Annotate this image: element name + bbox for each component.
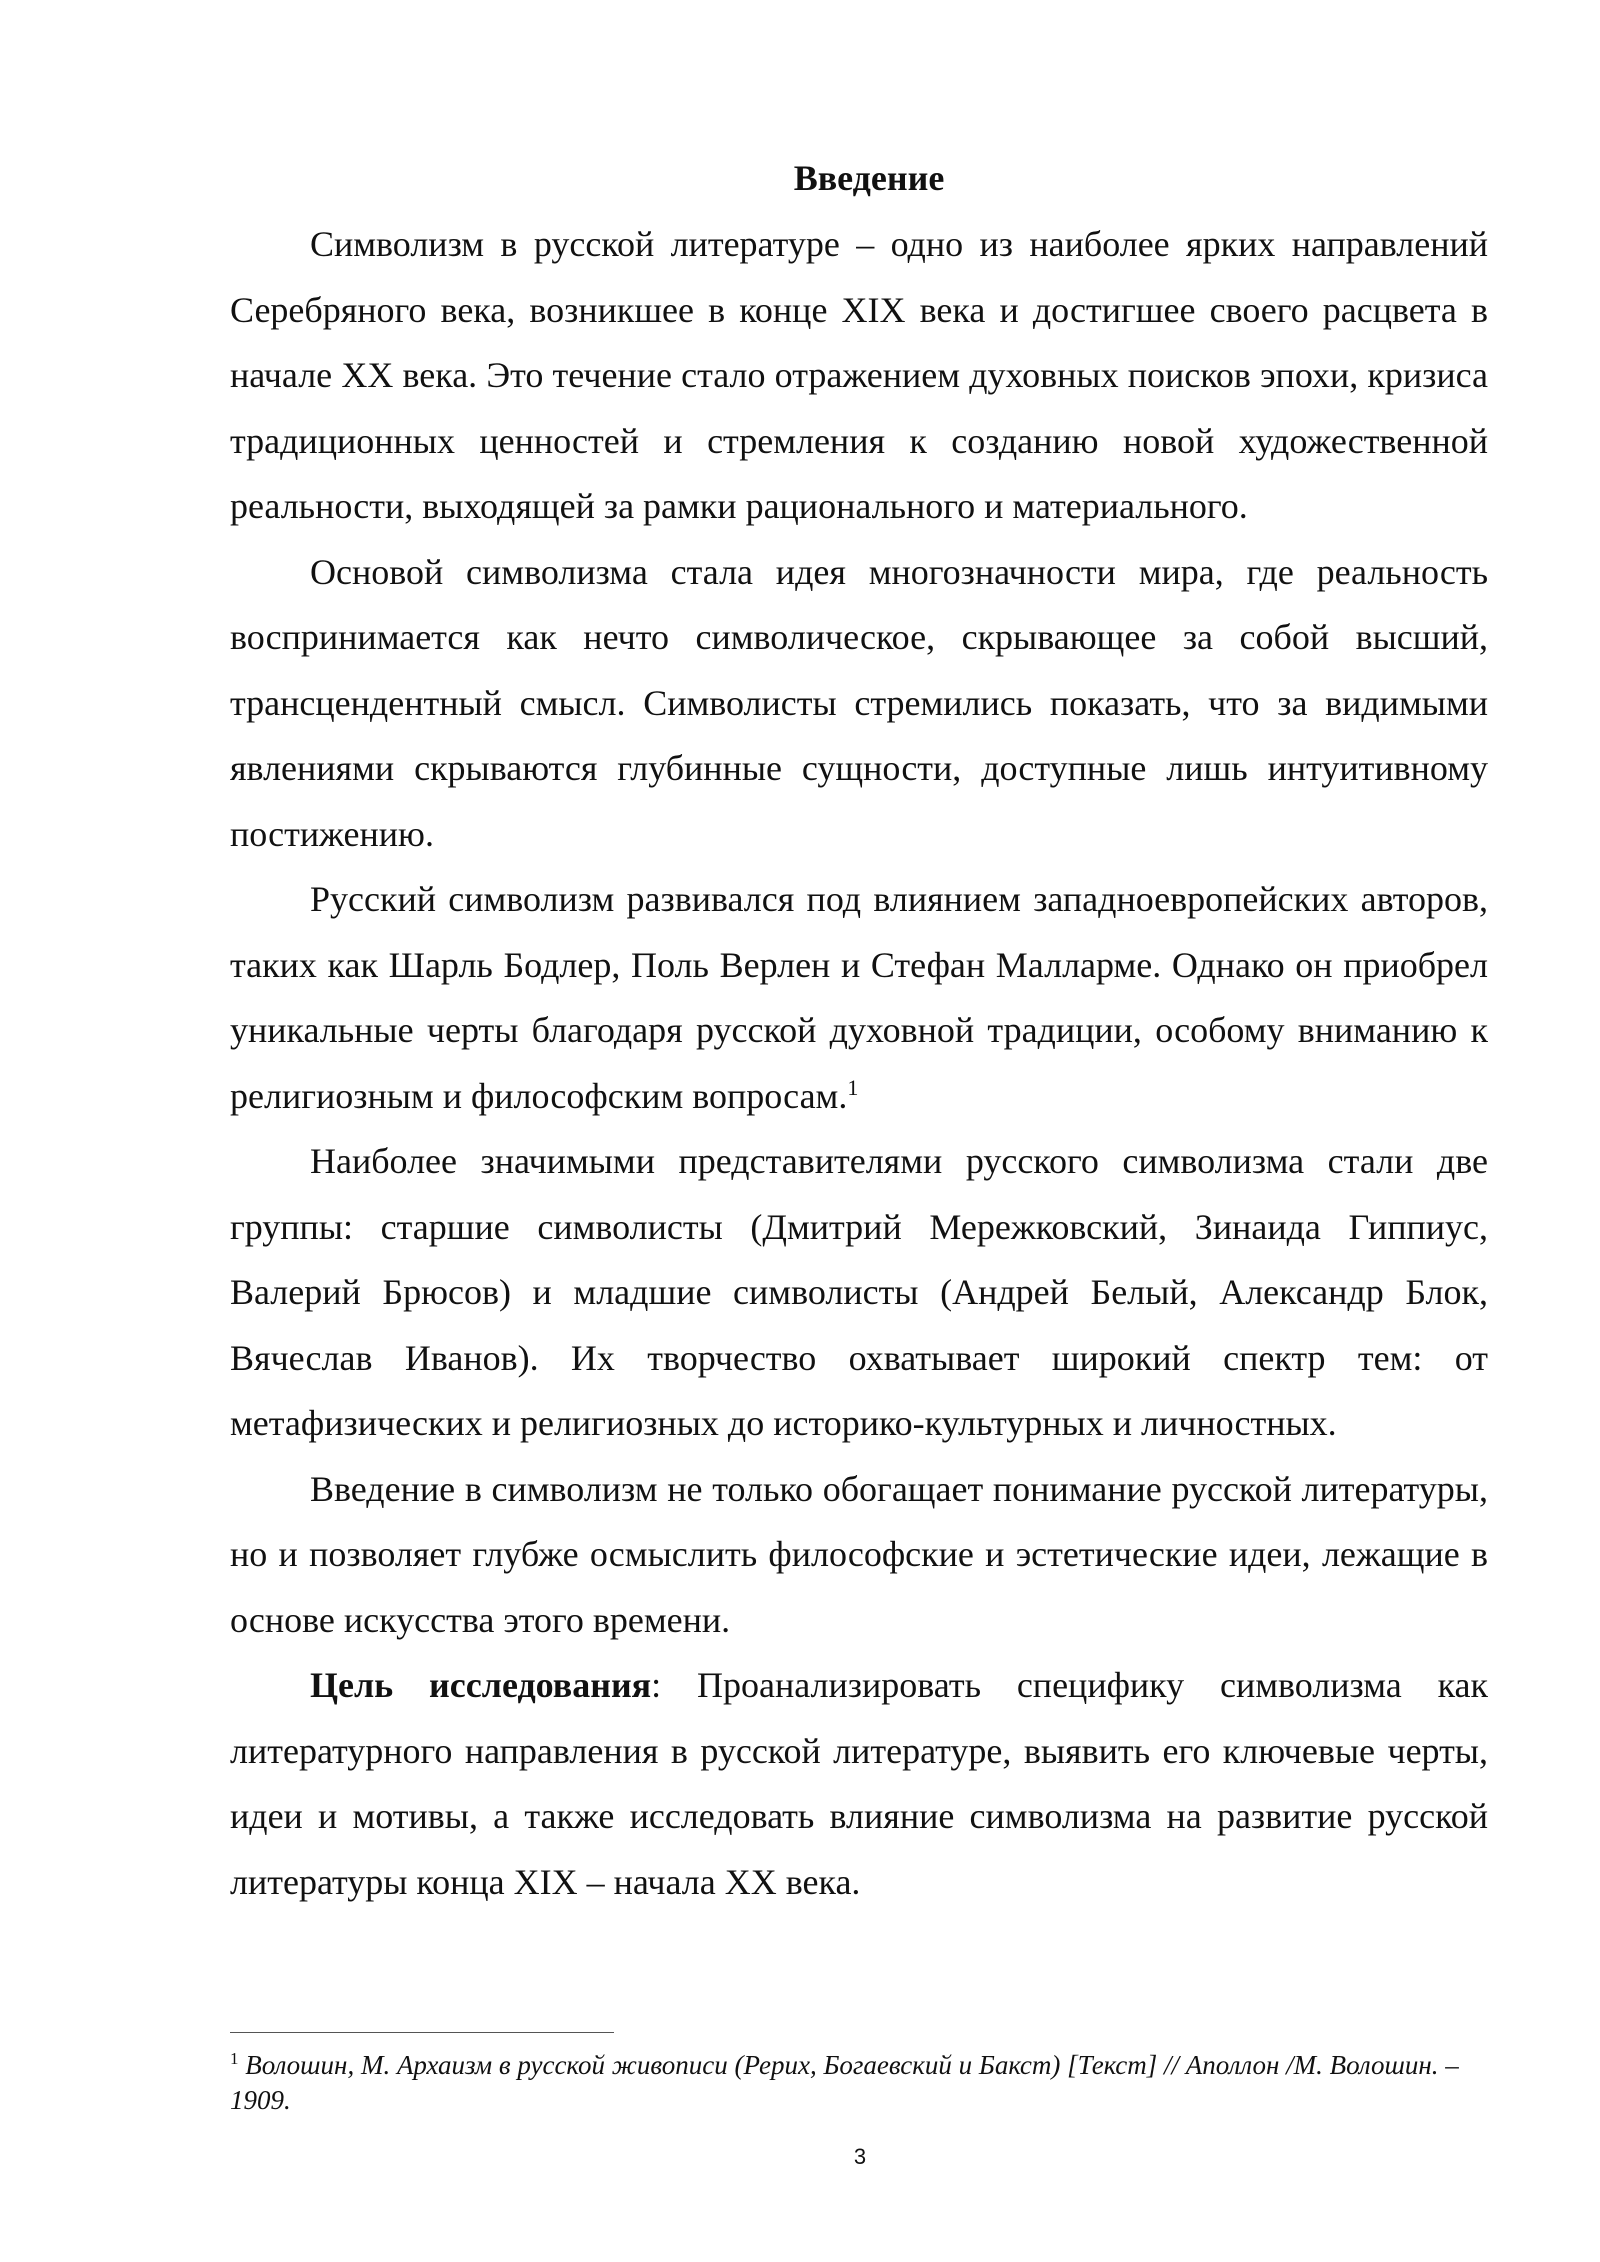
- research-goal-paragraph: [230, 1653, 1488, 1915]
- page-number: 3: [853, 2144, 867, 2169]
- research-goal-separator: :: [651, 1665, 662, 1705]
- footnote-marker: 1: [230, 2049, 239, 2068]
- paragraph-2: Основой символизма стала идея многозначности мира, где реальность воспринимается как нечто символическое, скрывающее за собой высший, трансцендентный смысл. Символисты стремились показать, что за видимыми явлениями скрываются глубинные сущности, доступные лишь интуитивному постижению.: [230, 551, 1488, 854]
- footnote: [230, 2048, 1488, 2118]
- paragraph-4: Наиболее значимыми представителями русского символизма стали две группы: старшие символисты (Дмитрий Мережковский, Зинаида Гиппиус, Валерий Брюсов) и младшие символисты (Андрей Белый, Александр Блок, Вячеслав Иванов). Их творчество охватывает широкий спектр тем: от метафизических и религиозных до историко-культурных и личностных.: [230, 1141, 1488, 1443]
- paragraph-3: [230, 867, 1488, 1129]
- section-heading: Введение: [793, 158, 945, 198]
- footnote-text: Волошин, М. Архаизм в русской живописи (Рерих, Богаевский и Бакст) [Текст] // Аполлон /М. Волошин. –1909.: [230, 2050, 1459, 2115]
- research-goal-label: Цель исследования: [310, 1665, 652, 1705]
- paragraph-5: Введение в символизм не только обогащает понимание русской литературы, но и позволяет глубже осмыслить философские и эстетические идеи, лежащие в основе искусства этого времени.: [230, 1468, 1488, 1640]
- paragraph-1: Символизм в русской литературе – одно из наиболее ярких направлений Серебряного века, возникшее в конце XIX века и достигшее своего расцвета в начале XX века. Это течение стало отражением духовных поисков эпохи, кризиса традиционных ценностей и стремления к созданию новой художественной реальности, выходящей за рамки рационального и материального.: [230, 224, 1488, 526]
- paragraph-3-text: Русский символизм развивался под влиянием западноевропейских авторов, таких как Шарль Бодлер, Поль Верлен и Стефан Малларме. Однако он приобрел уникальные черты благодаря русской духовной традиции, особому вниманию к религиозным и философским вопросам.: [230, 879, 1488, 1116]
- page-body: [230, 148, 1488, 1915]
- footnote-separator: [230, 2032, 614, 2033]
- footnote-reference[interactable]: 1: [847, 1074, 859, 1100]
- research-goal-text: Проанализировать специфику символизма как литературного направления в русской литературе, выявить его ключевые черты, идеи и мотивы, а также исследовать влияние символизма на развитие русской литературы конца XIX – начала XX века.: [230, 1665, 1488, 1902]
